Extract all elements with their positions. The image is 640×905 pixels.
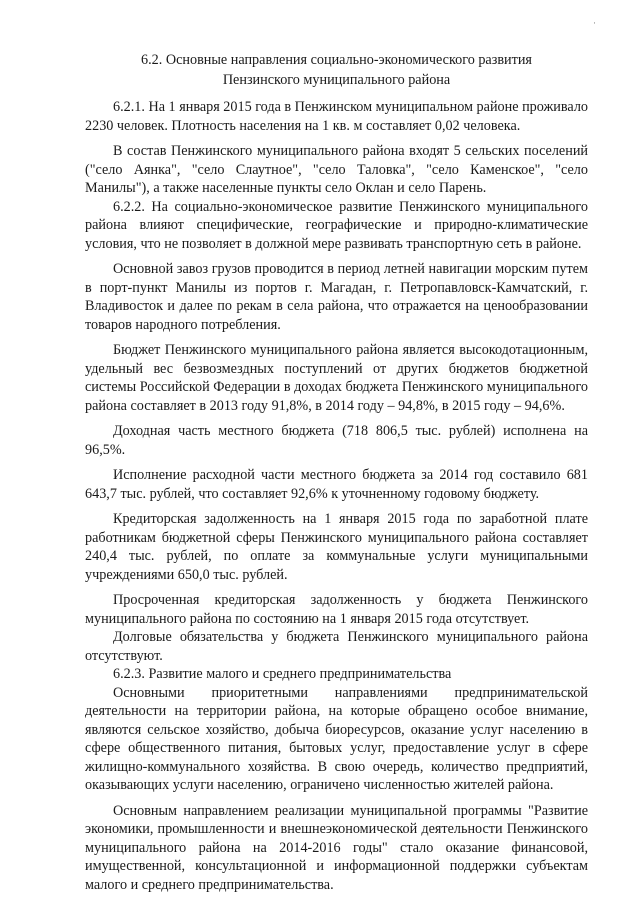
section-title-line-2: Пензинского муниципального района bbox=[222, 72, 451, 88]
paragraph-debt: Долговые обязательства у бюджета Пенжинского муниципального района отсутствуют. bbox=[85, 629, 588, 664]
paragraph-overdue: Просроченная кредиторская задолженность у бюджета Пенжинского муниципального района по состоянию на 1 января 2015 года отсутствует. bbox=[85, 592, 588, 627]
paragraph-expenditure: Исполнение расходной части местного бюджета за 2014 год составило 681 643,7 тыс. рублей, что составляет 92,6% к уточненному годовому бюджету. bbox=[85, 467, 588, 502]
section-title bbox=[85, 50, 588, 90]
subsection-heading: 6.2.3. Развитие малого и среднего предпринимательства bbox=[113, 666, 452, 682]
paragraph-budget: Бюджет Пенжинского муниципального района является высокодотационным, удельный вес безвозмездных поступлений от других бюджетов бюджетной системы Российской Федерации в доходах бюджета Пенжинского муниципального района составляет в 2013 году 91,8%, в 2014 году – 94,8%, в 2015 году – 94,6%. bbox=[85, 342, 588, 414]
document-body bbox=[85, 98, 588, 894]
section-title-line-1: 6.2. Основные направления социально-экономического развития bbox=[141, 52, 532, 68]
paragraph-revenue: Доходная часть местного бюджета (718 806,5 тыс. рублей) исполнена на 96,5%. bbox=[85, 423, 588, 458]
paragraph-payables: Кредиторская задолженность на 1 января 2015 года по заработной плате работникам бюджетной сферы Пенжинского муниципального района составляет 240,4 тыс. рублей, по оплате за коммунальные услуги муниципальными учреждениями 650,0 тыс. рублей. bbox=[85, 511, 588, 583]
paragraph-cargo: Основной завоз грузов проводится в период летней навигации морским путем в порт-пункт Манилы из портов г. Магадан, г. Петропавловск-Камчатский, г. Владивосток и далее по рекам в села района, что отражается на ценообразовании товаров народного потребления. bbox=[85, 261, 588, 333]
paragraph-settlements: В состав Пенжинского муниципального района входят 5 сельских поселений ("село Аянка", "село Слаутное", "село Таловка", "село Каменское", "село Манилы"), а также населенные пункты село Оклан и село Парень. bbox=[85, 143, 588, 196]
paragraph-priorities: Основными приоритетными направлениями предпринимательской деятельности на территории района, на которые обращено особое внимание, являются сельское хозяйство, добыча биоресурсов, оказание услуг населению в сфере общественного питания, бытовых услуг, предоставление услуг в сфере жилищно-коммунального хозяйства. В свою очередь, количество предприятий, оказывающих услуги населению, ограничено численностью жителей района. bbox=[85, 684, 588, 793]
paragraph-program: Основным направлением реализации муниципальной программы "Развитие экономики, промышленности и внешнеэкономической деятельности Пенжинского муниципального района на 2014-2016 годы" стало оказание финансовой, имущественной, консультационной и информационной поддержки субъектам малого и среднего предпринимательства. bbox=[85, 802, 588, 893]
paragraph-population: 6.2.1. На 1 января 2015 года в Пенжинском муниципальном районе проживало 2230 человек. Плотность населения на 1 кв. м составляет 0,02 человека. bbox=[85, 99, 589, 134]
corner-mark: · bbox=[593, 18, 596, 28]
paragraph-conditions: 6.2.2. На социально-экономическое развитие Пенжинского муниципального района влияют специфические, географические и природно-климатические условия, что не позволяет в должной мере развивать транспортную сеть в районе. bbox=[85, 198, 588, 252]
